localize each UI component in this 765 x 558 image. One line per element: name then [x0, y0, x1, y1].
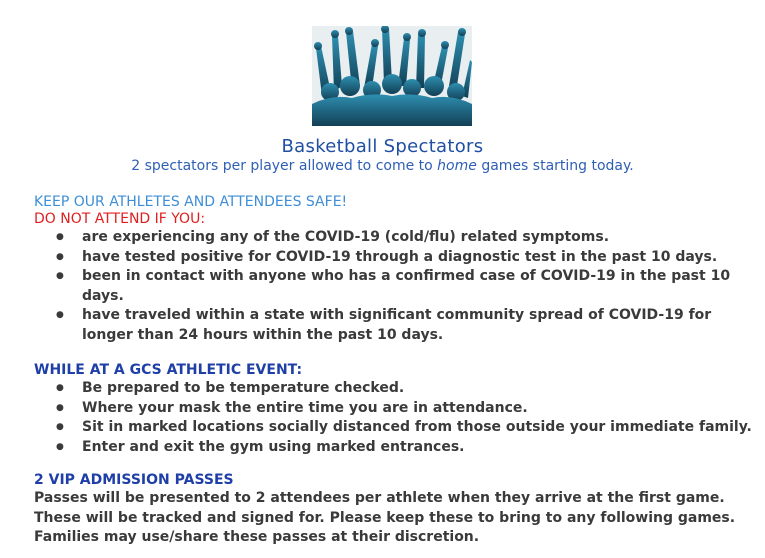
list-item: ● have tested positive for COVID-19 through a diagnostic test in the past 10 days. [34, 248, 754, 268]
crowd-cheering-image [312, 26, 472, 126]
event-list [34, 379, 754, 457]
list-item: ● been in contact with anyone who has a confirmed case of COVID-19 in the past 10 days. [34, 267, 754, 306]
subtitle-text-end: games starting today. [476, 158, 634, 174]
list-item: ● are experiencing any of the COVID-19 (cold/flu) related symptoms. [34, 228, 754, 248]
notice-content [34, 194, 754, 548]
list-item: ● Be prepared to be temperature checked. [34, 379, 754, 399]
page-subtitle [0, 158, 765, 174]
list-item: ● Sit in marked locations socially distanced from those outside your immediate family. [34, 418, 754, 438]
subtitle-emphasis: home [437, 158, 477, 174]
safety-warning: DO NOT ATTEND IF YOU: [34, 211, 206, 227]
passes-text: Passes will be presented to 2 attendees per athlete when they arrive at the first game. These will be tracked and signed for. Please keep these to bring to any following games. Families may use/share these passes at their discretion. [34, 490, 736, 545]
passes-heading: 2 VIP ADMISSION PASSES [34, 472, 234, 488]
safety-list [34, 228, 754, 345]
page-title: Basketball Spectators [281, 136, 484, 157]
subtitle-text-start: 2 spectators per player allowed to come to [131, 158, 438, 174]
list-item: ● have traveled within a state with significant community spread of COVID-19 for longer than 24 hours within the past 10 days. [34, 306, 754, 345]
safety-lead: KEEP OUR ATHLETES AND ATTENDEES SAFE! [34, 194, 348, 210]
event-heading: WHILE AT A GCS ATHLETIC EVENT: [34, 362, 303, 378]
list-item: ● Enter and exit the gym using marked entrances. [34, 438, 754, 458]
list-item: ● Where your mask the entire time you are in attendance. [34, 399, 754, 419]
